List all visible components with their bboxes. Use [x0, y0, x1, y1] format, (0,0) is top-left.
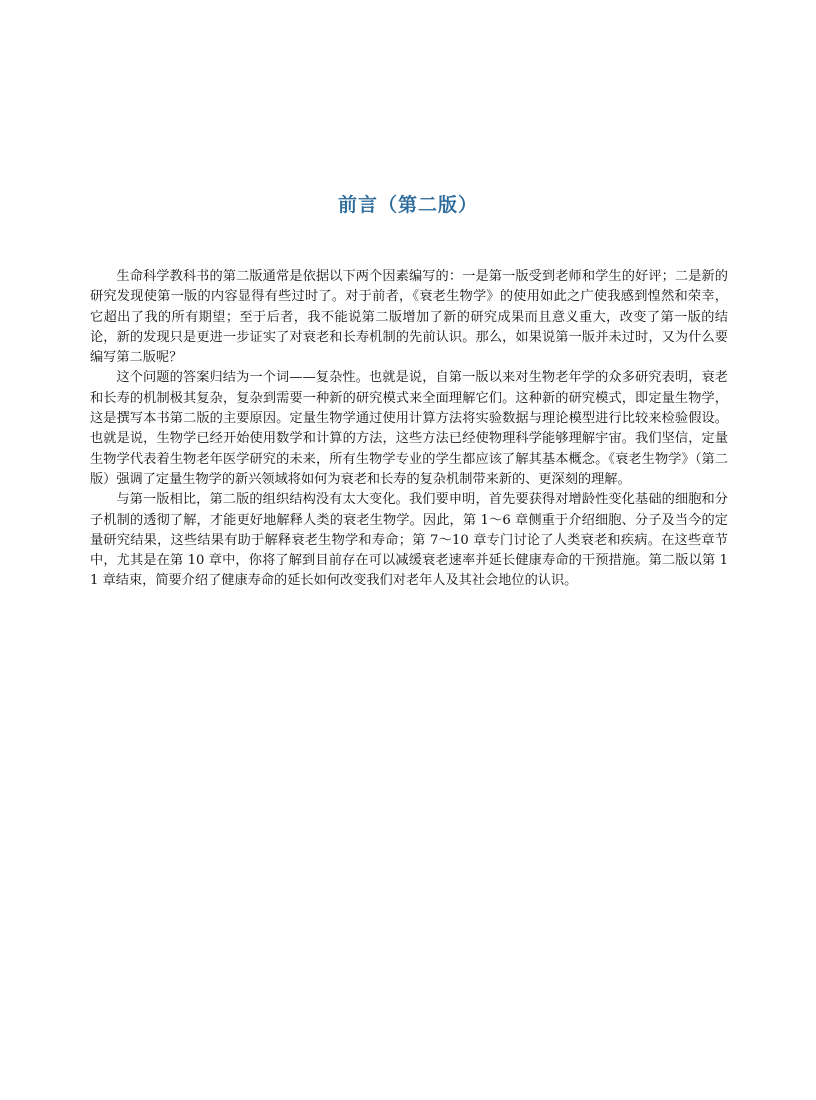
paragraph-3: 与第一版相比，第二版的组织结构没有太大变化。我们要申明，首先要获得对增龄性变化基础的细胞和分子机制的透彻了解，才能更好地解释人类的衰老生物学。因此，第 1～6 章侧重于介绍细胞、分子及当今的定量研究结果，这些结果有助于解释衰老生物学和寿命；第 7～10 章专门讨论了人类衰老和疾病。在这些章节中，尤其是在第 10 章中，你将了解到目前存在可以减缓衰老速率并延长健康寿命的干预措施。第二版以第 11 章结束，简要介绍了健康寿命的延长如何改变我们对老年人及其社会地位的认识。 [90, 492, 728, 589]
page-title: 前言（第二版） [337, 194, 478, 216]
paragraph-2: 这个问题的答案归结为一个词——复杂性。也就是说，自第一版以来对生物老年学的众多研究表明，衰老和长寿的机制极其复杂，复杂到需要一种新的研究模式来全面理解它们。这种新的研究模式，即定量生物学，这是撰写本书第二版的主要原因。定量生物学通过使用计算方法将实验数据与理论模型进行比较来检验假设。也就是说，生物学已经开始使用数学和计算的方法，这些方法已经使物理科学能够理解宇宙。我们坚信，定量生物学代表着生物老年医学研究的未来，所有生物学专业的学生都应该了解其基本概念。《衰老生物学》（第二版）强调了定量生物学的新兴领域将如何为衰老和长寿的复杂机制带来新的、更深刻的理解。 [90, 370, 728, 487]
paragraph-1: 生命科学教科书的第二版通常是依据以下两个因素编写的：一是第一版受到老师和学生的好评；二是新的研究发现使第一版的内容显得有些过时了。对于前者，《衰老生物学》的使用如此之广使我感到惶然和荣幸，它超出了我的所有期望；至于后者，我不能说第二版增加了新的研究成果而且意义重大，改变了第一版的结论，新的发现只是更进一步证实了对衰老和长寿机制的先前认识。那么，如果说第一版并未过时，又为什么要编写第二版呢？ [90, 269, 728, 366]
preface-body [90, 267, 728, 592]
